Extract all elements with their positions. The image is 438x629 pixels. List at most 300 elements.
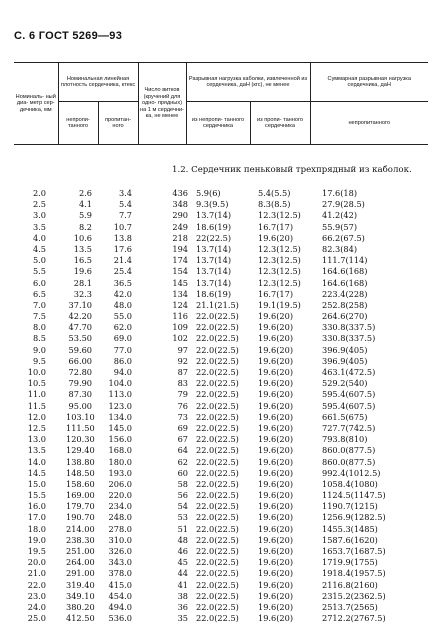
cell-breaking-untreated: 22.0(22.5) xyxy=(196,557,239,568)
cell-turns: 116 xyxy=(172,311,188,322)
cell-breaking-impregnated: 19.6(20) xyxy=(258,367,294,377)
cell-breaking-impregnated: 12.3(12.5) xyxy=(258,210,301,221)
cell-density-untreated: 37.10 xyxy=(68,299,92,310)
cell-total-load: 1653.7(1687.5) xyxy=(322,546,386,556)
cell-turns: 53 xyxy=(177,512,188,523)
cell-diameter: 13.5 xyxy=(27,445,46,456)
cell-breaking-impregnated: 12.3(12.5) xyxy=(258,277,301,288)
cell-total-load: 1719.9(1755) xyxy=(322,557,378,568)
cell-breaking-impregnated: 16.7(17) xyxy=(258,288,294,299)
cell-breaking-untreated: 22.0(22.5) xyxy=(196,534,239,545)
cell-turns: 45 xyxy=(177,557,188,568)
cell-total-load: 396.9(405) xyxy=(322,344,368,355)
cell-density-untreated: 148.50 xyxy=(66,467,95,478)
header-breaking-impregnated: из пропи- танного сердечника xyxy=(250,102,310,145)
cell-turns: 124 xyxy=(172,299,188,310)
cell-total-load: 1190.7(1215) xyxy=(322,501,378,512)
cell-breaking-untreated: 22.0(22.5) xyxy=(196,523,239,534)
table-row xyxy=(0,423,438,434)
cell-density-impregnated: 180.0 xyxy=(108,456,132,467)
cell-density-untreated: 66.00 xyxy=(68,355,92,366)
cell-turns: 73 xyxy=(177,411,188,422)
cell-breaking-untreated: 13.7(14) xyxy=(196,255,232,266)
cell-density-untreated: 169.00 xyxy=(66,490,95,501)
cell-density-impregnated: 278.0 xyxy=(108,523,132,534)
table-row xyxy=(0,311,438,322)
cell-turns: 92 xyxy=(177,355,188,366)
cell-breaking-untreated: 13.7(14) xyxy=(196,266,232,277)
table-row xyxy=(0,266,438,277)
table-row xyxy=(0,255,438,266)
cell-breaking-untreated: 22.0(22.5) xyxy=(196,333,239,344)
cell-breaking-impregnated: 19.6(20) xyxy=(258,534,294,545)
cell-total-load: 17.6(18) xyxy=(322,188,358,198)
cell-breaking-untreated: 13.7(14) xyxy=(196,277,232,288)
cell-total-load: 595.4(607.5) xyxy=(322,389,376,400)
cell-breaking-untreated: 22.0(22.5) xyxy=(196,456,239,467)
cell-total-load: 264.6(270) xyxy=(322,311,368,322)
table-row xyxy=(0,445,438,456)
cell-density-untreated: 158.60 xyxy=(66,478,95,489)
cell-breaking-untreated: 22.0(22.5) xyxy=(196,512,239,523)
cell-density-untreated: 95.00 xyxy=(68,400,92,411)
cell-diameter: 14.0 xyxy=(27,456,46,467)
table-row xyxy=(0,479,438,490)
cell-density-impregnated: 193.0 xyxy=(108,467,132,478)
cell-density-impregnated: 415.0 xyxy=(108,579,132,590)
cell-diameter: 15.0 xyxy=(27,478,46,489)
cell-breaking-impregnated: 19.6(20) xyxy=(258,523,294,534)
cell-total-load: 860.0(877.5) xyxy=(322,456,376,467)
cell-density-impregnated: 145.0 xyxy=(108,422,132,433)
cell-breaking-impregnated: 19.6(20) xyxy=(258,467,294,478)
table-row xyxy=(0,401,438,412)
cell-turns: 348 xyxy=(172,199,188,210)
cell-breaking-untreated: 22.0(22.5) xyxy=(196,434,239,445)
header-density-impregnated: пропитан- ного xyxy=(98,102,138,145)
cell-breaking-untreated: 9.3(9.5) xyxy=(196,199,229,210)
cell-density-impregnated: 536.0 xyxy=(108,613,132,624)
cell-breaking-untreated: 22.0(22.5) xyxy=(196,613,239,624)
cell-breaking-untreated: 22.0(22.5) xyxy=(196,490,239,501)
cell-breaking-untreated: 22.0(22.5) xyxy=(196,400,239,411)
cell-density-untreated: 28.1 xyxy=(73,277,92,288)
table-row xyxy=(0,356,438,367)
cell-breaking-impregnated: 12.3(12.5) xyxy=(258,243,301,254)
cell-turns: 69 xyxy=(177,422,188,433)
cell-density-impregnated: 77.0 xyxy=(113,344,132,355)
cell-turns: 60 xyxy=(177,467,188,478)
cell-breaking-impregnated: 19.6(20) xyxy=(258,434,294,445)
cell-total-load: 111.7(114) xyxy=(322,255,368,266)
table-row xyxy=(0,244,438,255)
cell-turns: 102 xyxy=(172,333,188,344)
cell-diameter: 16.0 xyxy=(27,501,46,512)
cell-density-impregnated: 3.4 xyxy=(118,188,132,198)
table-row xyxy=(0,524,438,535)
page-header: С. 6 ГОСТ 5269—93 xyxy=(14,30,123,42)
cell-breaking-impregnated: 8.3(8.5) xyxy=(258,199,291,210)
cell-breaking-impregnated: 19.6(20) xyxy=(258,478,294,489)
cell-breaking-impregnated: 19.6(20) xyxy=(258,344,294,355)
cell-breaking-impregnated: 19.6(20) xyxy=(258,590,294,601)
cell-density-untreated: 179.70 xyxy=(66,501,95,512)
cell-density-untreated: 238.30 xyxy=(66,534,95,545)
cell-total-load: 27.9(28.5) xyxy=(322,199,365,210)
cell-diameter: 5.0 xyxy=(32,255,46,266)
table-row xyxy=(0,613,438,624)
cell-total-load: 1918.4(1957.5) xyxy=(322,568,386,579)
cell-density-impregnated: 69.0 xyxy=(113,333,132,344)
header-density-untreated: непропи- танного xyxy=(58,102,98,145)
cell-density-impregnated: 25.4 xyxy=(113,266,132,277)
cell-breaking-impregnated: 19.6(20) xyxy=(258,501,294,512)
table-row xyxy=(0,367,438,378)
cell-density-untreated: 412.50 xyxy=(66,613,95,624)
cell-density-impregnated: 42.0 xyxy=(113,288,132,299)
cell-breaking-impregnated: 19.6(20) xyxy=(258,601,294,612)
cell-density-impregnated: 206.0 xyxy=(108,478,132,489)
cell-density-impregnated: 310.0 xyxy=(108,534,132,545)
cell-breaking-impregnated: 19.6(20) xyxy=(258,490,294,501)
cell-density-impregnated: 48.0 xyxy=(113,299,132,310)
cell-turns: 154 xyxy=(172,266,188,277)
table-row xyxy=(0,199,438,210)
cell-diameter: 24.0 xyxy=(27,601,46,612)
cell-density-untreated: 4.1 xyxy=(78,199,92,210)
cell-density-untreated: 59.60 xyxy=(68,344,92,355)
cell-density-untreated: 53.50 xyxy=(68,333,92,344)
table-row xyxy=(0,412,438,423)
cell-breaking-untreated: 22.0(22.5) xyxy=(196,590,239,601)
table-row xyxy=(0,434,438,445)
cell-diameter: 11.5 xyxy=(27,400,46,411)
cell-turns: 64 xyxy=(177,445,188,456)
cell-diameter: 7.0 xyxy=(32,299,46,310)
cell-density-untreated: 111.50 xyxy=(66,422,95,433)
cell-breaking-untreated: 22.0(22.5) xyxy=(196,546,239,556)
cell-breaking-impregnated: 19.6(20) xyxy=(258,613,294,624)
cell-density-untreated: 8.2 xyxy=(78,221,92,232)
cell-turns: 36 xyxy=(177,601,188,612)
cell-diameter: 8.0 xyxy=(32,322,46,333)
cell-breaking-impregnated: 19.6(20) xyxy=(258,579,294,590)
cell-diameter: 12.0 xyxy=(27,411,46,422)
cell-turns: 48 xyxy=(177,534,188,545)
cell-turns: 436 xyxy=(172,188,188,198)
table-row xyxy=(0,389,438,400)
cell-density-impregnated: 17.6 xyxy=(113,243,132,254)
cell-turns: 67 xyxy=(177,434,188,445)
table-row xyxy=(0,278,438,289)
cell-turns: 58 xyxy=(177,478,188,489)
cell-turns: 35 xyxy=(177,613,188,624)
cell-diameter: 11.0 xyxy=(27,389,46,400)
cell-total-load: 793.8(810) xyxy=(322,434,368,445)
cell-diameter: 17.0 xyxy=(27,512,46,523)
cell-total-load: 595.4(607.5) xyxy=(322,400,376,411)
cell-breaking-untreated: 22.0(22.5) xyxy=(196,344,239,355)
table-row xyxy=(0,233,438,244)
cell-breaking-impregnated: 5.4(5.5) xyxy=(258,188,291,198)
cell-diameter: 15.5 xyxy=(27,490,46,501)
cell-density-untreated: 319.40 xyxy=(66,579,95,590)
table-row xyxy=(0,300,438,311)
cell-total-load: 860.0(877.5) xyxy=(322,445,376,456)
cell-turns: 290 xyxy=(172,210,188,221)
cell-total-load: 992.4(1012.5) xyxy=(322,467,381,478)
cell-density-untreated: 380.20 xyxy=(66,601,95,612)
cell-total-load: 1256.9(1282.5) xyxy=(322,512,386,523)
cell-breaking-untreated: 22.0(22.5) xyxy=(196,367,239,377)
cell-diameter: 7.5 xyxy=(32,311,46,322)
table-row xyxy=(0,580,438,591)
cell-diameter: 19.0 xyxy=(27,534,46,545)
cell-density-impregnated: 220.0 xyxy=(108,490,132,501)
cell-breaking-impregnated: 19.6(20) xyxy=(258,568,294,579)
header-diameter: Номиналь- ный диа- метр сер- дечника, мм xyxy=(14,63,58,145)
cell-breaking-impregnated: 19.6(20) xyxy=(258,445,294,456)
cell-density-impregnated: 104.0 xyxy=(108,378,132,389)
cell-total-load: 1124.5(1147.5) xyxy=(322,490,386,501)
cell-total-load: 2315.2(2362.5) xyxy=(322,590,386,601)
table-row xyxy=(0,501,438,512)
cell-density-impregnated: 10.7 xyxy=(113,221,132,232)
cell-density-impregnated: 94.0 xyxy=(113,367,132,377)
cell-turns: 56 xyxy=(177,490,188,501)
cell-total-load: 396.9(405) xyxy=(322,355,368,366)
cell-turns: 38 xyxy=(177,590,188,601)
cell-breaking-impregnated: 19.6(20) xyxy=(258,400,294,411)
cell-total-load: 529.2(540) xyxy=(322,378,368,389)
cell-breaking-impregnated: 19.1(19.5) xyxy=(258,299,301,310)
table-row xyxy=(0,557,438,568)
cell-diameter: 13.0 xyxy=(27,434,46,445)
cell-density-untreated: 103.10 xyxy=(66,411,95,422)
cell-diameter: 14.5 xyxy=(27,467,46,478)
header-total-load: Суммарная разрывная нагрузка сердечника, даН xyxy=(310,63,428,102)
header-breaking-untreated: из непропи- танного сердечника xyxy=(186,102,250,145)
cell-turns: 249 xyxy=(172,221,188,232)
table-row xyxy=(0,468,438,479)
cell-breaking-impregnated: 19.6(20) xyxy=(258,389,294,400)
cell-breaking-untreated: 18.6(19) xyxy=(196,288,232,299)
cell-density-impregnated: 86.0 xyxy=(113,355,132,366)
cell-total-load: 164.6(168) xyxy=(322,266,368,277)
table-row xyxy=(0,512,438,523)
cell-total-load: 252.8(258) xyxy=(322,299,368,310)
cell-diameter: 6.0 xyxy=(32,277,46,288)
cell-breaking-untreated: 22.0(22.5) xyxy=(196,422,239,433)
header-breaking-load: Разрывная нагрузка каболки, извлеченной из сердечника, даН (кгс), не менее xyxy=(186,63,310,102)
cell-breaking-untreated: 22.0(22.5) xyxy=(196,411,239,422)
cell-density-impregnated: 454.0 xyxy=(108,590,132,601)
cell-density-impregnated: 5.4 xyxy=(118,199,132,210)
cell-density-untreated: 47.70 xyxy=(68,322,92,333)
cell-turns: 54 xyxy=(177,501,188,512)
cell-density-untreated: 214.00 xyxy=(66,523,95,534)
cell-total-load: 55.9(57) xyxy=(322,221,358,232)
cell-breaking-untreated: 22.0(22.5) xyxy=(196,467,239,478)
cell-density-untreated: 72.80 xyxy=(68,367,92,377)
cell-diameter: 6.5 xyxy=(32,288,46,299)
cell-breaking-untreated: 22.0(22.5) xyxy=(196,355,239,366)
cell-density-impregnated: 378.0 xyxy=(108,568,132,579)
cell-density-impregnated: 13.8 xyxy=(113,232,132,243)
cell-turns: 134 xyxy=(172,288,188,299)
cell-total-load: 41.2(42) xyxy=(322,210,358,221)
cell-diameter: 8.5 xyxy=(32,333,46,344)
cell-breaking-untreated: 22(22.5) xyxy=(196,232,232,243)
cell-density-untreated: 251.00 xyxy=(66,546,95,556)
section-title: 1.2. Сердечник пеньковый трехпрядный из каболок. xyxy=(172,165,412,175)
cell-total-load: 661.5(675) xyxy=(322,411,368,422)
cell-density-impregnated: 326.0 xyxy=(108,546,132,556)
data-table-body xyxy=(0,188,438,624)
cell-breaking-untreated: 22.0(22.5) xyxy=(196,601,239,612)
cell-breaking-untreated: 22.0(22.5) xyxy=(196,568,239,579)
cell-breaking-impregnated: 19.6(20) xyxy=(258,232,294,243)
cell-diameter: 2.5 xyxy=(32,199,46,210)
cell-diameter: 2.0 xyxy=(32,188,46,198)
header-turns: Число витков (кручений для одно- прядных) на 1 м сердечни- ка, не менее xyxy=(138,63,186,145)
cell-density-impregnated: 494.0 xyxy=(108,601,132,612)
cell-total-load: 66.2(67.5) xyxy=(322,232,365,243)
cell-density-untreated: 42.20 xyxy=(68,311,92,322)
cell-breaking-untreated: 22.0(22.5) xyxy=(196,311,239,322)
cell-diameter: 12.5 xyxy=(27,422,46,433)
cell-diameter: 23.0 xyxy=(27,590,46,601)
table-row xyxy=(0,568,438,579)
cell-total-load: 727.7(742.5) xyxy=(322,422,376,433)
cell-breaking-impregnated: 12.3(12.5) xyxy=(258,255,301,266)
cell-breaking-untreated: 13.7(14) xyxy=(196,210,232,221)
cell-density-untreated: 120.30 xyxy=(66,434,95,445)
cell-density-untreated: 87.30 xyxy=(68,389,92,400)
cell-diameter: 18.0 xyxy=(27,523,46,534)
cell-breaking-impregnated: 19.6(20) xyxy=(258,546,294,556)
table-row xyxy=(0,490,438,501)
cell-total-load: 330.8(337.5) xyxy=(322,322,376,333)
cell-breaking-untreated: 18.6(19) xyxy=(196,221,232,232)
cell-turns: 41 xyxy=(177,579,188,590)
cell-turns: 44 xyxy=(177,568,188,579)
table-row xyxy=(0,591,438,602)
cell-diameter: 4.0 xyxy=(32,232,46,243)
cell-breaking-impregnated: 19.6(20) xyxy=(258,456,294,467)
cell-total-load: 82.3(84) xyxy=(322,243,358,254)
cell-density-impregnated: 248.0 xyxy=(108,512,132,523)
cell-diameter: 20.0 xyxy=(27,557,46,568)
cell-breaking-untreated: 13.7(14) xyxy=(196,243,232,254)
cell-total-load: 223.4(228) xyxy=(322,288,368,299)
cell-density-untreated: 138.80 xyxy=(66,456,95,467)
cell-density-untreated: 16.5 xyxy=(73,255,92,266)
cell-diameter: 3.0 xyxy=(32,210,46,221)
cell-density-impregnated: 7.7 xyxy=(118,210,132,221)
cell-density-impregnated: 113.0 xyxy=(108,389,132,400)
cell-total-load: 1058.4(1080) xyxy=(322,478,378,489)
table-row xyxy=(0,333,438,344)
cell-density-impregnated: 55.0 xyxy=(113,311,132,322)
table-row xyxy=(0,322,438,333)
cell-turns: 194 xyxy=(172,243,188,254)
cell-turns: 218 xyxy=(172,232,188,243)
cell-turns: 87 xyxy=(177,367,188,377)
table-row xyxy=(0,345,438,356)
cell-breaking-impregnated: 19.6(20) xyxy=(258,355,294,366)
cell-turns: 46 xyxy=(177,546,188,556)
cell-breaking-untreated: 22.0(22.5) xyxy=(196,445,239,456)
table-row xyxy=(0,602,438,613)
cell-breaking-untreated: 21.1(21.5) xyxy=(196,299,239,310)
table-row xyxy=(0,289,438,300)
cell-turns: 62 xyxy=(177,456,188,467)
cell-breaking-untreated: 22.0(22.5) xyxy=(196,478,239,489)
cell-density-untreated: 79.90 xyxy=(68,378,92,389)
cell-breaking-untreated: 22.0(22.5) xyxy=(196,378,239,389)
cell-total-load: 1587.6(1620) xyxy=(322,534,378,545)
cell-breaking-untreated: 22.0(22.5) xyxy=(196,501,239,512)
cell-diameter: 25.0 xyxy=(27,613,46,624)
cell-density-impregnated: 123.0 xyxy=(108,400,132,411)
cell-density-untreated: 190.70 xyxy=(66,512,95,523)
cell-total-load: 164.6(168) xyxy=(322,277,368,288)
cell-total-load: 330.8(337.5) xyxy=(322,333,376,344)
cell-breaking-impregnated: 12.3(12.5) xyxy=(258,266,301,277)
cell-diameter: 19.5 xyxy=(27,546,46,556)
table-row xyxy=(0,546,438,557)
cell-breaking-untreated: 22.0(22.5) xyxy=(196,389,239,400)
cell-breaking-impregnated: 19.6(20) xyxy=(258,512,294,523)
cell-turns: 97 xyxy=(177,344,188,355)
cell-density-untreated: 2.6 xyxy=(78,188,92,198)
cell-density-impregnated: 168.0 xyxy=(108,445,132,456)
cell-density-untreated: 10.6 xyxy=(73,232,92,243)
cell-turns: 83 xyxy=(177,378,188,389)
cell-breaking-untreated: 5.9(6) xyxy=(196,188,221,198)
cell-density-impregnated: 62.0 xyxy=(113,322,132,333)
cell-total-load: 2712.2(2767.5) xyxy=(322,613,386,624)
cell-breaking-impregnated: 19.6(20) xyxy=(258,378,294,389)
cell-breaking-impregnated: 19.6(20) xyxy=(258,333,294,344)
cell-total-load: 463.1(472.5) xyxy=(322,367,376,377)
cell-turns: 109 xyxy=(172,322,188,333)
cell-turns: 79 xyxy=(177,389,188,400)
cell-turns: 51 xyxy=(177,523,188,534)
cell-density-untreated: 349.10 xyxy=(66,590,95,601)
table-row xyxy=(0,188,438,199)
table-row xyxy=(0,457,438,468)
cell-density-untreated: 13.5 xyxy=(73,243,92,254)
cell-total-load: 1455.3(1485) xyxy=(322,523,378,534)
cell-turns: 145 xyxy=(172,277,188,288)
header-total-untreated: непропитанного xyxy=(310,102,428,145)
cell-breaking-impregnated: 19.6(20) xyxy=(258,422,294,433)
cell-density-impregnated: 234.0 xyxy=(108,501,132,512)
table-row xyxy=(0,378,438,389)
cell-total-load: 2513.7(2565) xyxy=(322,601,378,612)
cell-diameter: 9.5 xyxy=(32,355,46,366)
cell-diameter: 3.5 xyxy=(32,221,46,232)
cell-density-impregnated: 21.4 xyxy=(113,255,132,266)
cell-density-untreated: 129.40 xyxy=(66,445,95,456)
cell-total-load: 2116.8(2160) xyxy=(322,579,378,590)
cell-diameter: 9.0 xyxy=(32,344,46,355)
cell-diameter: 5.5 xyxy=(32,266,46,277)
header-density: Номинальная линейная плотность сердечника, ктекс xyxy=(58,63,138,102)
cell-diameter: 10.0 xyxy=(27,367,46,377)
